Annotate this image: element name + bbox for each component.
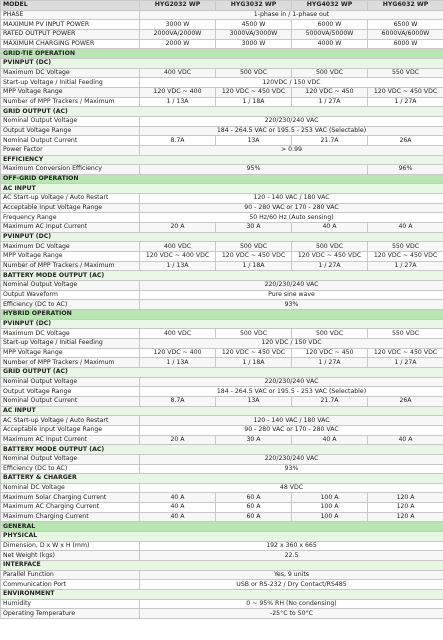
spec-value: 1 / 18A — [216, 358, 292, 368]
spec-row — [1, 116, 443, 126]
spec-row — [1, 348, 443, 358]
spec-value: 120 VDC ~ 450 VDC — [216, 87, 292, 97]
spec-label: Acceptable Input Voltage Range — [1, 203, 140, 213]
spec-label: Nominal Output Voltage — [1, 454, 140, 464]
spec-value: 120 VDC ~ 450 VDC — [368, 87, 443, 97]
subsection-heading-row — [1, 58, 443, 68]
spec-value: 22.5 — [140, 551, 443, 561]
spec-label: Maximum Conversion Efficiency — [1, 165, 140, 175]
spec-row — [1, 165, 443, 175]
spec-value: 2000VA/2000W — [140, 29, 216, 39]
spec-value: 120VDC / 150 VDC — [140, 78, 443, 88]
heading-label: BATTERY MODE OUTPUT (AC) — [1, 271, 443, 281]
spec-label: Output Voltage Range — [1, 387, 140, 397]
spec-value: 21.7A — [292, 396, 368, 406]
spec-value: 400 VDC — [140, 68, 216, 78]
spec-label: Maximum DC Voltage — [1, 329, 140, 339]
spec-value: 40 A — [368, 223, 443, 233]
spec-value: 120 VDC ~ 450 VDC — [216, 252, 292, 262]
spec-value: 500 VDC — [292, 242, 368, 252]
section-heading-row — [1, 174, 443, 184]
section-heading-row — [1, 310, 443, 320]
spec-value: 1 / 27A — [292, 97, 368, 107]
spec-value: 4000 W — [292, 39, 368, 49]
heading-label: INTERFACE — [1, 561, 443, 571]
heading-label: BATTERY MODE OUTPUT (AC) — [1, 445, 443, 455]
spec-row — [1, 493, 443, 503]
spec-label: Maximum AC Input Current — [1, 223, 140, 233]
spec-row — [1, 541, 443, 551]
spec-value: 13A — [216, 136, 292, 146]
spec-value: 192 x 360 x 665 — [140, 541, 443, 551]
spec-value: 100 A — [292, 493, 368, 503]
spec-label: Nominal Output Current — [1, 396, 140, 406]
spec-value: 120 A — [368, 512, 443, 522]
spec-row — [1, 551, 443, 561]
spec-value: 40 A — [292, 223, 368, 233]
spec-value: 100 A — [292, 512, 368, 522]
spec-label: RATED OUTPUT POWER — [1, 29, 140, 39]
spec-label: Efficiency (DC to AC) — [1, 300, 140, 310]
spec-value: 21.7A — [292, 136, 368, 146]
spec-value: 500 VDC — [292, 329, 368, 339]
spec-value: 120 VDC ~ 400 — [140, 87, 216, 97]
model-name: HYG2032 WP — [140, 1, 216, 11]
spec-row — [1, 242, 443, 252]
heading-label: BATTERY & CHARGER — [1, 474, 443, 484]
spec-row — [1, 338, 443, 348]
spec-value: 4500 W — [216, 20, 292, 30]
spec-label: Start-up Voltage / Initial Feeding — [1, 78, 140, 88]
spec-value: 120 A — [368, 503, 443, 513]
spec-value: 40 A — [140, 493, 216, 503]
spec-label: Nominal Output Voltage — [1, 281, 140, 291]
heading-label: PVINPUT (DC) — [1, 58, 443, 68]
spec-label: Maximum DC Voltage — [1, 68, 140, 78]
heading-label: GRID-TIE OPERATION — [1, 49, 443, 59]
spec-row — [1, 87, 443, 97]
spec-label: Nominal Output Current — [1, 136, 140, 146]
spec-row — [1, 300, 443, 310]
spec-value: 8.7A — [140, 136, 216, 146]
subsection-heading-row — [1, 107, 443, 117]
spec-value: 20 A — [140, 435, 216, 445]
spec-value: 120 VDC ~ 400 — [140, 348, 216, 358]
spec-row — [1, 609, 443, 619]
spec-row — [1, 145, 443, 155]
spec-value: USB or RS-232 / Dry Contact/RS485 — [140, 580, 443, 590]
spec-row — [1, 377, 443, 387]
spec-value: 120 VDC ~ 450 VDC — [216, 348, 292, 358]
spec-value: 400 VDC — [140, 329, 216, 339]
spec-value: 1-phase in / 1-phase out — [140, 10, 443, 20]
spec-label: Number of MPP Trackers / Maximum — [1, 358, 140, 368]
spec-value: Yes, 9 units — [140, 570, 443, 580]
spec-value: 6000VA/6000W — [368, 29, 443, 39]
spec-label: Nominal Output Voltage — [1, 116, 140, 126]
spec-value: > 0.99 — [140, 145, 443, 155]
spec-label: Maximum AC Charging Current — [1, 503, 140, 513]
spec-row — [1, 454, 443, 464]
spec-label: AC Start-up Voltage / Auto Restart — [1, 416, 140, 426]
spec-label: Output Voltage Range — [1, 126, 140, 136]
spec-value: 6000 W — [292, 20, 368, 30]
spec-value: 95% — [140, 165, 368, 175]
spec-value: 90 - 280 VAC or 170 - 280 VAC — [140, 425, 443, 435]
spec-value: 100 A — [292, 503, 368, 513]
spec-label: Dimension, D x W x H (mm) — [1, 541, 140, 551]
heading-label: MODEL — [1, 1, 140, 11]
spec-row — [1, 512, 443, 522]
spec-row — [1, 252, 443, 262]
spec-label: Power Factor — [1, 145, 140, 155]
spec-value: 93% — [140, 464, 443, 474]
spec-value: 1 / 13A — [140, 261, 216, 271]
spec-row — [1, 483, 443, 493]
spec-value: 220/230/240 VAC — [140, 454, 443, 464]
spec-value: 8.7A — [140, 396, 216, 406]
spec-value: 30 A — [216, 435, 292, 445]
heading-label: PVINPUT (DC) — [1, 232, 443, 242]
spec-value: 1 / 13A — [140, 358, 216, 368]
spec-row — [1, 223, 443, 233]
spec-value: 96% — [368, 165, 443, 175]
spec-value: 1 / 13A — [140, 97, 216, 107]
heading-label: PHYSICAL — [1, 532, 443, 542]
spec-row — [1, 203, 443, 213]
subsection-heading-row — [1, 184, 443, 194]
spec-value: Pure sine wave — [140, 290, 443, 300]
spec-value: 120 VDC / 150 VDC — [140, 338, 443, 348]
spec-row — [1, 396, 443, 406]
spec-value: 120 VDC ~ 450 VDC — [368, 348, 443, 358]
spec-label: Operating Temperature — [1, 609, 140, 619]
section-heading-row — [1, 49, 443, 59]
spec-value: 120 A — [368, 493, 443, 503]
spec-value: 3000 W — [216, 39, 292, 49]
spec-row — [1, 358, 443, 368]
heading-label: EFFICIENCY — [1, 155, 443, 165]
spec-value: 13A — [216, 396, 292, 406]
spec-row — [1, 290, 443, 300]
spec-row — [1, 68, 443, 78]
spec-value: 1 / 18A — [216, 97, 292, 107]
spec-value: 60 A — [216, 503, 292, 513]
spec-value: 184 - 264.5 VAC or 195.5 - 253 VAC (Selectable) — [140, 126, 443, 136]
spec-value: 26A — [368, 396, 443, 406]
spec-label: Net Weight (kgs) — [1, 551, 140, 561]
spec-value: 120 VDC ~ 450 — [292, 348, 368, 358]
spec-row — [1, 425, 443, 435]
spec-label: Maximum DC Voltage — [1, 242, 140, 252]
spec-value: 500 VDC — [216, 68, 292, 78]
spec-label: Number of MPP Trackers / Maximum — [1, 97, 140, 107]
spec-row — [1, 194, 443, 204]
spec-value: 220/230/240 VAC — [140, 116, 443, 126]
spec-value: 120 - 140 VAC / 180 VAC — [140, 416, 443, 426]
spec-value: 40 A — [140, 512, 216, 522]
spec-value: 500 VDC — [216, 242, 292, 252]
spec-row — [1, 416, 443, 426]
heading-label: ENVIRONMENT — [1, 590, 443, 600]
model-name: HYG4032 WP — [292, 1, 368, 11]
subsection-heading-row — [1, 532, 443, 542]
spec-value: 90 - 280 VAC or 170 - 280 VAC — [140, 203, 443, 213]
spec-row — [1, 503, 443, 513]
spec-label: Number of MPP Trackers / Maximum — [1, 261, 140, 271]
spec-value: 220/230/240 VAC — [140, 377, 443, 387]
spec-row — [1, 570, 443, 580]
subsection-heading-row — [1, 271, 443, 281]
spec-label: Acceptable Input Voltage Range — [1, 425, 140, 435]
spec-label: Parallel Function — [1, 570, 140, 580]
spec-row — [1, 580, 443, 590]
heading-label: PVINPUT (DC) — [1, 319, 443, 329]
heading-label: HYBRID OPERATION — [1, 310, 443, 320]
spec-row — [1, 213, 443, 223]
spec-value: 1 / 27A — [368, 261, 443, 271]
spec-value: 50 Hz/60 Hz (Auto sensing) — [140, 213, 443, 223]
spec-value: 60 A — [216, 493, 292, 503]
spec-value: 60 A — [216, 512, 292, 522]
spec-value: 550 VDC — [368, 68, 443, 78]
spec-row — [1, 261, 443, 271]
heading-label: AC INPUT — [1, 406, 443, 416]
spec-label: Start-up Voltage / Initial Feeding — [1, 338, 140, 348]
spec-value: 120 VDC ~ 450 VDC — [292, 252, 368, 262]
spec-value: 0 ~ 95% RH (No condensing) — [140, 599, 443, 609]
spec-value: 500 VDC — [216, 329, 292, 339]
spec-value: 550 VDC — [368, 242, 443, 252]
spec-row — [1, 599, 443, 609]
heading-label: GENERAL — [1, 522, 443, 532]
spec-value: 2000 W — [140, 39, 216, 49]
spec-value: 120 VDC ~ 450 — [292, 87, 368, 97]
spec-table-body — [1, 1, 443, 619]
spec-label: Frequency Range — [1, 213, 140, 223]
spec-value: 5000VA/5000W — [292, 29, 368, 39]
spec-label: Maximum Charging Current — [1, 512, 140, 522]
spec-value: 400 VDC — [140, 242, 216, 252]
spec-value: 500 VDC — [292, 68, 368, 78]
subsection-heading-row — [1, 367, 443, 377]
spec-value: 6500 W — [368, 20, 443, 30]
spec-value: 120 - 140 VAC / 180 VAC — [140, 194, 443, 204]
spec-row — [1, 281, 443, 291]
subsection-heading-row — [1, 319, 443, 329]
spec-label: Communication Port — [1, 580, 140, 590]
subsection-heading-row — [1, 474, 443, 484]
spec-label: MPP Voltage Range — [1, 348, 140, 358]
spec-row — [1, 387, 443, 397]
spec-row — [1, 97, 443, 107]
spec-row — [1, 20, 443, 30]
spec-value: 1 / 18A — [216, 261, 292, 271]
spec-value: 1 / 27A — [368, 358, 443, 368]
model-name: HYG3032 WP — [216, 1, 292, 11]
spec-row — [1, 78, 443, 88]
heading-label: OFF-GRID OPERATION — [1, 174, 443, 184]
spec-value: 6000 W — [368, 39, 443, 49]
subsection-heading-row — [1, 445, 443, 455]
subsection-heading-row — [1, 561, 443, 571]
subsection-heading-row — [1, 590, 443, 600]
spec-value: 30 A — [216, 223, 292, 233]
spec-value: 120 VDC ~ 400 VDC — [140, 252, 216, 262]
spec-label: Humidity — [1, 599, 140, 609]
spec-value: 184 - 264.5 VAC or 195.5 - 253 VAC (Selectable) — [140, 387, 443, 397]
subsection-heading-row — [1, 232, 443, 242]
spec-value: -25°C to 50°C — [140, 609, 443, 619]
spec-value: 550 VDC — [368, 329, 443, 339]
spec-value: 40 A — [140, 503, 216, 513]
spec-row — [1, 10, 443, 20]
spec-row — [1, 126, 443, 136]
spec-label: MPP Voltage Range — [1, 87, 140, 97]
spec-row — [1, 39, 443, 49]
model-header-row — [1, 1, 443, 11]
heading-label: AC INPUT — [1, 184, 443, 194]
spec-value: 1 / 27A — [368, 97, 443, 107]
spec-label: AC Start-up Voltage / Auto Restart — [1, 194, 140, 204]
spec-row — [1, 136, 443, 146]
spec-value: 40 A — [368, 435, 443, 445]
spec-label: Efficiency (DC to AC) — [1, 464, 140, 474]
spec-value: 1 / 27A — [292, 358, 368, 368]
heading-label: GRID OUTPUT (AC) — [1, 107, 443, 117]
spec-label: PHASE — [1, 10, 140, 20]
spec-label: Nominal DC Voltage — [1, 483, 140, 493]
spec-label: Maximum AC Input Current — [1, 435, 140, 445]
heading-label: GRID OUTPUT (AC) — [1, 367, 443, 377]
spec-label: Output Waveform — [1, 290, 140, 300]
spec-row — [1, 329, 443, 339]
spec-label: MPP Voltage Range — [1, 252, 140, 262]
spec-value: 220/230/240 VAC — [140, 281, 443, 291]
spec-row — [1, 464, 443, 474]
spec-value: 3000 W — [140, 20, 216, 30]
model-name: HYG6032 WP — [368, 1, 443, 11]
spec-value: 3000VA/3000W — [216, 29, 292, 39]
spec-label: MAXIMUM PV INPUT POWER — [1, 20, 140, 30]
subsection-heading-row — [1, 406, 443, 416]
spec-value: 48 VDC — [140, 483, 443, 493]
spec-label: Nominal Output Voltage — [1, 377, 140, 387]
spec-label: Maximum Solar Charging Current — [1, 493, 140, 503]
spec-label: MAXIMUM CHARGING POWER — [1, 39, 140, 49]
spec-value: 26A — [368, 136, 443, 146]
spec-value: 93% — [140, 300, 443, 310]
spec-value: 120 VDC ~ 450 VDC — [368, 252, 443, 262]
spec-value: 1 / 27A — [292, 261, 368, 271]
spec-row — [1, 435, 443, 445]
subsection-heading-row — [1, 155, 443, 165]
spec-row — [1, 29, 443, 39]
spec-value: 20 A — [140, 223, 216, 233]
section-heading-row — [1, 522, 443, 532]
spec-value: 40 A — [292, 435, 368, 445]
